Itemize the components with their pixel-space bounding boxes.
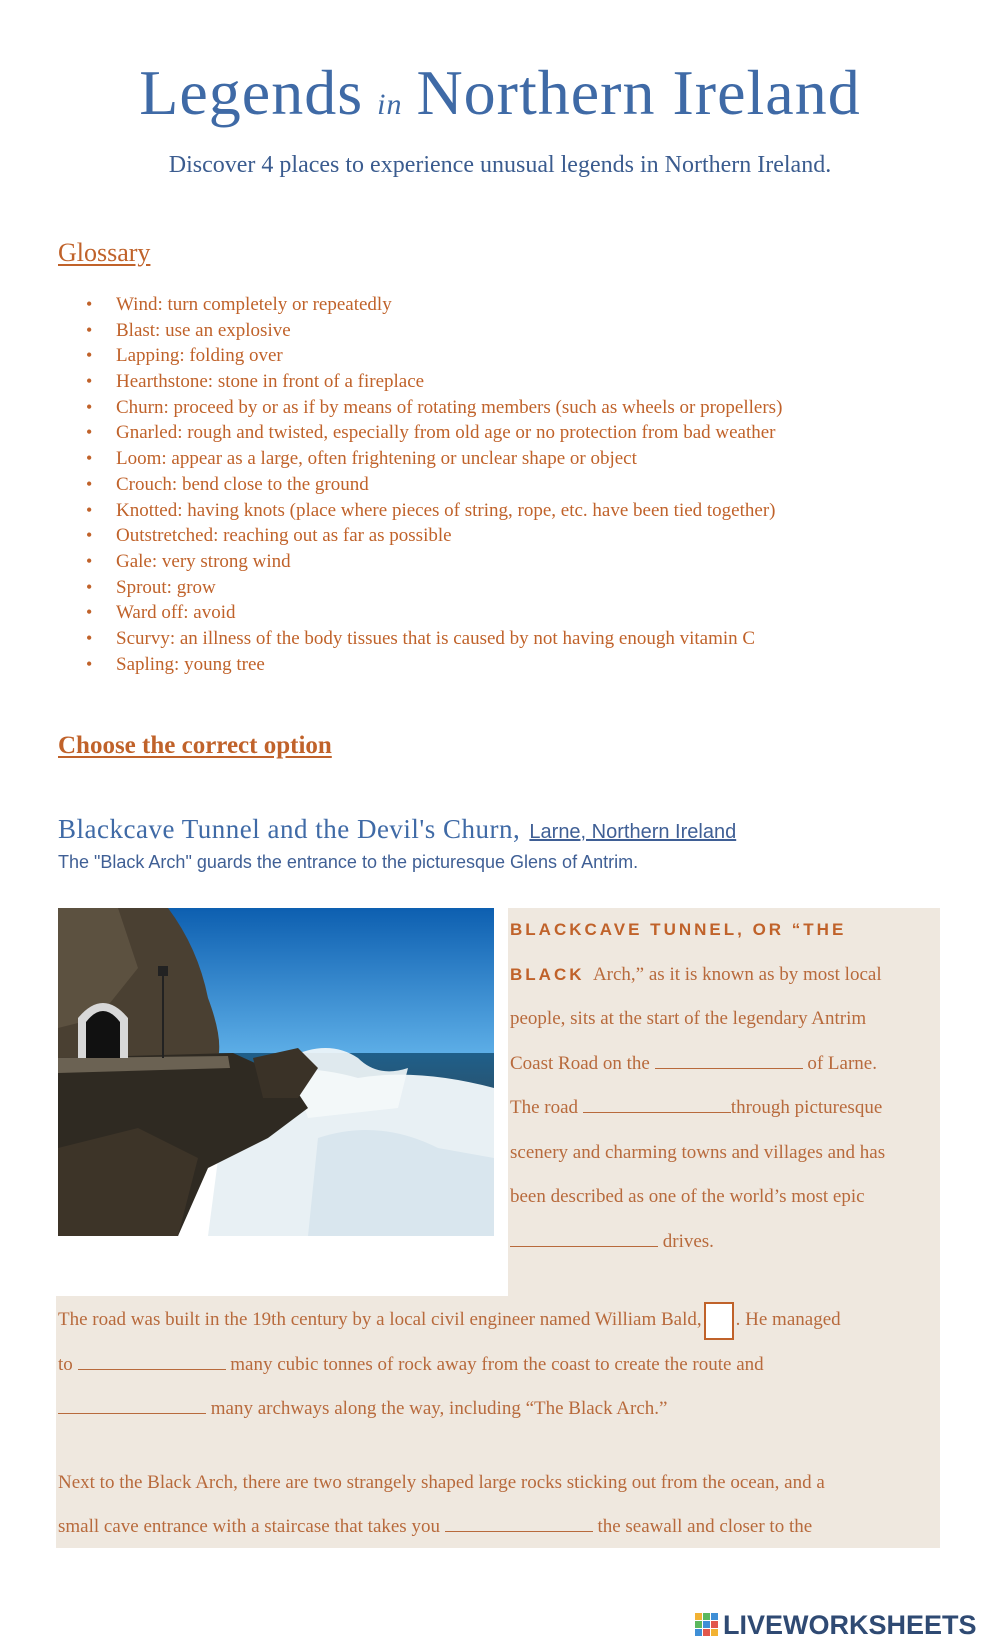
glossary-item: • Hearthstone: stone in front of a fireplace	[86, 369, 782, 395]
section-heading	[58, 814, 736, 845]
passage-paragraph-1	[510, 908, 940, 1264]
glossary-item: • Wind: turn completely or repeatedly	[86, 292, 782, 318]
title-part-2: Northern Ireland	[416, 57, 861, 128]
glossary-item: • Crouch: bend close to the ground	[86, 472, 782, 498]
glossary-item: • Scurvy: an illness of the body tissues that is caused by not having enough vitamin C	[86, 626, 782, 652]
liveworksheets-logo[interactable]	[695, 1610, 977, 1641]
passage-text: Next to the Black Arch, there are two strangely shaped large rocks sticking out from the ocean, and a	[58, 1472, 825, 1493]
blank-input[interactable]	[655, 1050, 803, 1069]
glossary-item: • Gale: very strong wind	[86, 549, 782, 575]
passage-text: the seawall and closer to the	[597, 1516, 813, 1537]
passage-text: been described as one of the world’s most epic	[510, 1186, 865, 1207]
answer-dropdown[interactable]	[704, 1302, 734, 1340]
glossary-item: • Outstretched: reaching out as far as possible	[86, 523, 782, 549]
black-arch-photo	[58, 908, 494, 1236]
passage-caps-2: BLACK	[510, 964, 585, 984]
passage-text: The road	[510, 1097, 579, 1118]
passage-line	[58, 1345, 764, 1385]
glossary-item: • Sapling: young tree	[86, 652, 782, 678]
section-subtitle: The "Black Arch" guards the entrance to the picturesque Glens of Antrim.	[58, 852, 639, 872]
section-title: Blackcave Tunnel and the Devil's Churn,	[58, 814, 521, 844]
blank-input[interactable]	[78, 1351, 226, 1370]
glossary-item: • Knotted: having knots (place where pieces of string, rope, etc. have been tied together)	[86, 498, 782, 524]
title-in: in	[377, 88, 403, 121]
passage-line	[58, 1463, 825, 1503]
section-location-link[interactable]: Larne, Northern Ireland	[529, 821, 737, 843]
passage-text: many archways along the way, including “The Black Arch.”	[210, 1398, 668, 1419]
passage-text: many cubic tonnes of rock away from the coast to create the route and	[230, 1354, 764, 1375]
passage-line	[58, 1300, 841, 1340]
passage-text: Coast Road on the	[510, 1052, 650, 1074]
glossary-item: • Lapping: folding over	[86, 343, 782, 369]
passage-text: Arch,” as it is known as by most local	[592, 963, 882, 985]
title-part-1: Legends	[139, 57, 364, 128]
exercise-heading: Choose the correct option	[58, 732, 332, 759]
glossary-item: • Sprout: grow	[86, 575, 782, 601]
glossary-item: • Churn: proceed by or as if by means of rotating members (such as wheels or propellers)	[86, 395, 782, 421]
glossary-heading: Glossary	[58, 238, 151, 267]
passage-line	[58, 1389, 667, 1429]
blank-input[interactable]	[445, 1513, 593, 1532]
passage-text: . He managed	[735, 1309, 841, 1330]
passage-text: of Larne.	[807, 1052, 877, 1074]
glossary-item: • Loom: appear as a large, often frightening or unclear shape or object	[86, 446, 782, 472]
blank-input[interactable]	[510, 1228, 658, 1247]
glossary-item: • Ward off: avoid	[86, 600, 782, 626]
passage-caps-1: BLACKCAVE TUNNEL, OR “THE	[510, 920, 847, 939]
liveworksheets-logo-icon	[695, 1613, 719, 1637]
page-subtitle: Discover 4 places to experience unusual legends in Northern Ireland.	[168, 152, 832, 178]
logo-text: LIVEWORKSHEETS	[723, 1610, 977, 1640]
passage-text: drives.	[662, 1230, 714, 1252]
passage-text: scenery and charming towns and villages and has	[510, 1141, 886, 1163]
glossary-list	[86, 292, 782, 677]
passage-text: small cave entrance with a staircase that takes you	[58, 1516, 440, 1537]
blank-input[interactable]	[58, 1395, 206, 1414]
passage-text: The road was built in the 19th century by a local civil engineer named William Bald,	[58, 1309, 702, 1330]
page-title	[0, 58, 1000, 140]
passage-text: to	[58, 1354, 73, 1375]
glossary-item: • Gnarled: rough and twisted, especially from old age or no protection from bad weather	[86, 420, 782, 446]
passage-line	[58, 1507, 812, 1547]
passage-text: through picturesque	[730, 1097, 883, 1118]
passage-text: people, sits at the start of the legendary Antrim	[510, 1008, 867, 1029]
blank-input[interactable]	[583, 1094, 731, 1113]
glossary-item: • Blast: use an explosive	[86, 318, 782, 344]
